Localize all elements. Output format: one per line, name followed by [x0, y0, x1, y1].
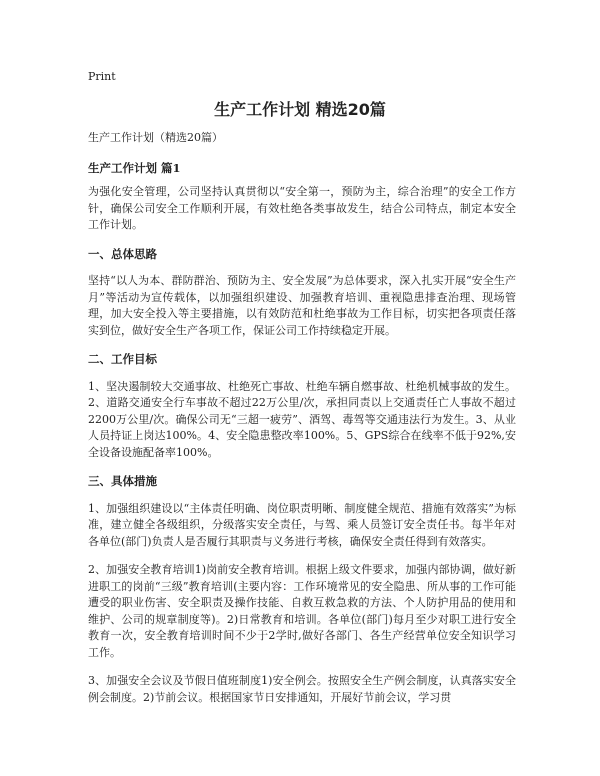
section-paragraph: 3、加强安全会议及节假日值班制度1)安全例会。按照安全生产例会制度，认真落实安全例会制度。2)节前会议。根据国家节日安排通知，开展好节前会议，学习贯 — [88, 674, 516, 704]
intro-paragraph: 为强化安全管理，公司坚持认真贯彻以“安全第一，预防为主，综合治理”的安全工作方针，确保公司安全工作顺利开展，有效杜绝各类事故发生，结合公司特点，制定本安全工作计划。 — [88, 185, 516, 231]
document-subtitle: 生产工作计划（精选20篇） — [88, 131, 223, 144]
section-paragraph: 2、加强安全教育培训1)岗前安全教育培训。根据上级文件要求，加强内部协调，做好新进职工的岗前“三级”教育培训(主要内容：工作环境常见的安全隐患、所从事的工作可能遭受的职业伤害、安全职责及操作技能、自救互救急救的方法、个人防护用品的使用和维护、公司的规章制度等)。2)日常教育和培训。各单位(部门)每月至少对职工进行安全教育一次，安全教育培训时间不少于2学时,做好各部门、各生产经营单位安全知识学习工作。 — [88, 563, 516, 659]
section-heading-goals: 二、工作目标 — [88, 352, 157, 366]
section-paragraph: 1、坚决遏制较大交通事故、杜绝死亡事故、杜绝车辆自燃事故、杜绝机械事故的发生。2、道路交通安全行车事故不超过22万公里/次，承担同责以上交通责任亡人事故不超过2200万公里/次。确保公司无“三超一疲劳”、酒驾、毒驾等交通违法行为发生。3、从业人员持证上岗达100%。4、安全隐患整改率100%。5、GPS综合在线率不低于92%,安全设备设施配备率100%。 — [88, 379, 516, 459]
section-heading-measures: 三、具体措施 — [88, 474, 157, 488]
document-body — [88, 130, 516, 706]
section-heading-overall: 一、总体思路 — [88, 246, 157, 261]
print-link[interactable]: Print — [88, 70, 116, 83]
section-paragraph: 1、加强组织建设以“主体责任明确、岗位职责明晰、制度健全规范、措施有效落实”为标准，建立健全各级组织，分级落实安全责任，与驾、乘人员签订安全责任书。每半年对各单位(部门)负责人是否履行其职责与义务进行考核，确保安全责任得到有效落实。 — [88, 501, 516, 548]
page-title: 生产工作计划 精选20篇 — [214, 100, 386, 119]
article-heading: 生产工作计划 篇1 — [88, 160, 181, 175]
section-paragraph: 坚持“以人为本、群防群治、预防为主、安全发展”为总体要求，深入扎实开展“安全生产月”等活动为宣传载体，以加强组织建设、加强教育培训、重视隐患排查治理、现场管理，加大安全投入等主要措施，以有效防范和杜绝事故为工作目标，切实把各项责任落实到位，做好安全生产各项工作，保证公司工作持续稳定开展。 — [88, 274, 516, 337]
